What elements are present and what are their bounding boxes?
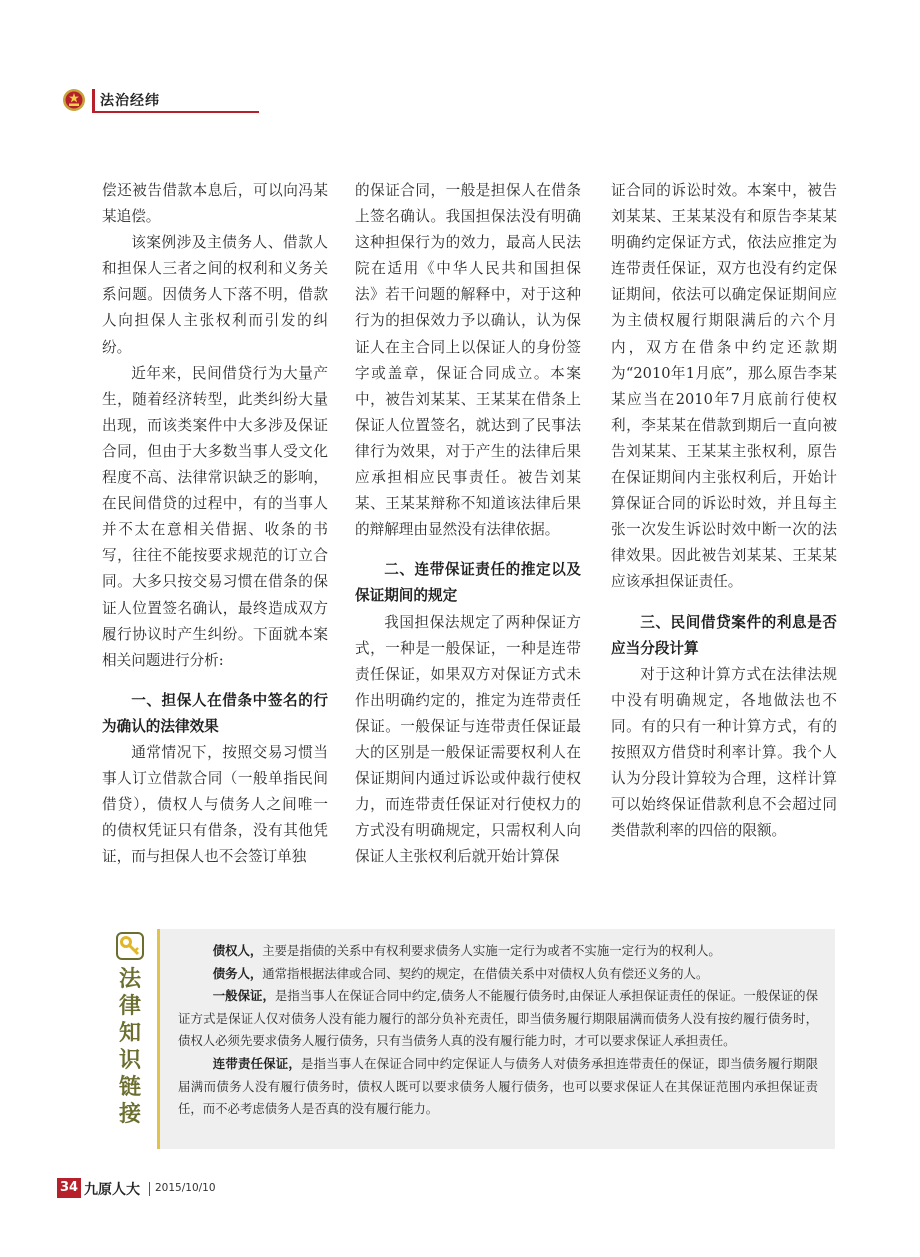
section-heading-2: 二、连带保证责任的推定以及保证期间的规定 <box>355 561 581 605</box>
paragraph: 的保证合同，一般是担保人在借条上签名确认。我国担保法没有明确这种担保行为的效力，最高人民法院在适用《中华人民共和国担保法》若干问题的解释中，对于这种行为的担保效力予以确认，认为保证人在主合同上以保证人的身份签字或盖章，保证合同成立。本案中，被告刘某某、王某某在借条上保证人位置签名，就达到了民事法律行为效果，对于产生的法律后果应承担相应民事责任。被告刘某某、王某某辩称不知道该法律后果的辩解理由显然没有法律依据。 <box>355 182 581 539</box>
header-rule <box>92 111 259 113</box>
definition-term: 一般保证， <box>212 988 275 1004</box>
issue-date: 2015/10/10 <box>155 1182 216 1194</box>
header-accent-bar <box>92 89 95 111</box>
knowledge-box-content <box>178 940 818 1121</box>
paragraph: 我国担保法规定了两种保证方式，一种是一般保证，一种是连带责任保证，如果双方对保证方式未作出明确约定的，推定为连带责任保证。一般保证与连带责任保证最大的区别是一般保证需要权利人在保证期间内通过诉讼或仲裁行使权力，而连带责任保证对行使权力的方式没有明确规定，只需权利人向保证人主张权利后就开始计算保 <box>355 613 581 866</box>
key-icon <box>116 932 144 960</box>
page-footer <box>57 1178 357 1200</box>
definition-text: 主要是指债的关系中有权利要求债务人实施一定行为或者不实施一定行为的权利人。 <box>262 943 721 958</box>
definition-item <box>178 1053 818 1121</box>
knowledge-box <box>157 929 835 1149</box>
page-number: 34 <box>57 1178 81 1198</box>
paragraph: 该案例涉及主债务人、借款人和担保人三者之间的权利和义务关系问题。因债务人下落不明，借款人向担保人主张权利而引发的纠纷。 <box>102 234 328 356</box>
section-title: 法治经纬 <box>100 93 160 109</box>
definition-term: 债务人， <box>212 965 263 981</box>
definition-term: 连带责任保证， <box>212 1055 302 1071</box>
definition-item <box>178 985 818 1053</box>
national-emblem-icon <box>62 88 86 112</box>
definition-item <box>178 963 818 986</box>
magazine-name: 九原人大 <box>84 1182 140 1198</box>
paragraph: 偿还被告借款本息后，可以向冯某某追偿。 <box>102 182 328 226</box>
article-column-1 <box>102 178 328 870</box>
article-column-3 <box>611 178 837 844</box>
section-heading-3: 三、民间借贷案件的利息是否应当分段计算 <box>611 613 837 657</box>
paragraph: 近年来，民间借贷行为大量产生，随着经济转型，此类纠纷大量出现，而该类案件中大多涉及保证合同，但由于大多数当事人受文化程度不高、法律常识缺乏的影响，在民间借贷的过程中，有的当事人并不太在意相关借据、收条的书写，往往不能按要求规范的订立合同。大多只按交易习惯在借条的保证人位置签名确认，最终造成双方履行协议时产生纠纷。下面就本案相关问题进行分析: <box>102 364 328 669</box>
paragraph: 对于这种计算方式在法律法规中没有明确规定，各地做法也不同。有的只有一种计算方式，有的按照双方借贷时利率计算。我个人认为分段计算较为合理，这样计算可以始终保证借款利息不会超过同类借款利率的四倍的限额。 <box>611 665 837 840</box>
definition-term: 债权人， <box>212 943 263 958</box>
article-column-2 <box>355 178 581 870</box>
definition-item <box>178 940 818 963</box>
paragraph: 证合同的诉讼时效。本案中，被告刘某某、王某某没有和原告李某某明确约定保证方式，依法应推定为连带责任保证，双方也没有约定保证期间，依法可以确定保证期间应为主债权履行期限满后的六个月内，双方在借条中约定还款期为“2010年1月底”，那么原告李某某应当在2010年7月底前行使权利，李某某在借款到期后一直向被告刘某某、王某某主张权利，原告在保证期间内主张权利后，开始计算保证合同的诉讼时效，并且每主张一次发生诉讼时效中断一次的法律效果。因此被告刘某某、王某某应该承担保证责任。 <box>611 182 837 591</box>
paragraph: 通常情况下，按照交易习惯当事人订立借款合同（一般单指民间借贷），债权人与债务人之间唯一的债权凭证只有借条，没有其他凭证，而与担保人也不会签订单独 <box>102 743 328 866</box>
footer-divider <box>149 1182 150 1196</box>
sidebar-title: 法律知识链接 <box>118 967 141 1127</box>
section-heading-1: 一、担保人在借条中签名的行为确认的法律效果 <box>102 691 328 735</box>
definition-text: 是指当事人在保证合同中约定,债务人不能履行债务时,由保证人承担保证责任的保证。一般保证的保证方式是保证人仅对债务人没有能力履行的部分负补充责任，即当债务履行期限届满而债务人没有按约履行债务时，债权人必须先要求债务人履行债务，只有当债务人真的没有履行能力时，才可以要求保证人承担责任。 <box>178 988 818 1049</box>
legal-knowledge-label <box>112 930 146 1127</box>
page-header <box>62 84 197 114</box>
definition-text: 是指当事人在保证合同中约定保证人与债务人对债务承担连带责任的保证，即当债务履行期限届满而债务人没有履行债务时，债权人既可以要求债务人履行债务，也可以要求保证人在其保证范围内承担保证责任，而不必考虑债务人是否真的没有履行能力。 <box>178 1055 819 1117</box>
definition-text: 通常指根据法律或合同、契约的规定，在借债关系中对债权人负有偿还义务的人。 <box>262 965 709 981</box>
